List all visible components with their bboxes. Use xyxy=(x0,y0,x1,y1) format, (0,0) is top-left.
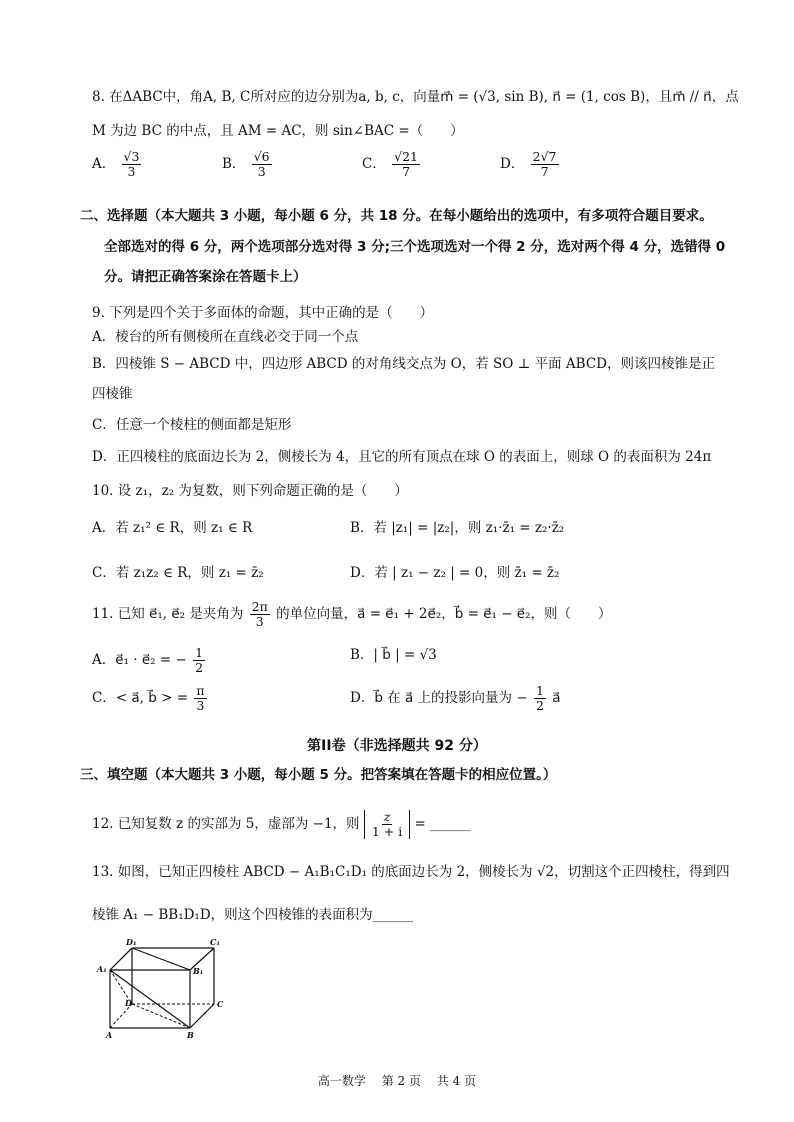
q8-option-b-fraction xyxy=(252,150,272,179)
label-b1: B₁ xyxy=(193,966,204,976)
q8-option-d-den: 7 xyxy=(540,164,549,179)
q11-stem-pre: 11. 已知 e⃗₁, e⃗₂ 是夹角为 xyxy=(92,606,244,622)
edge-a1-b xyxy=(110,970,190,1028)
prism-figure xyxy=(96,936,246,1040)
q10-option-c: C．若 z₁z₂ ∈ R，则 z₁ = z̄₂ xyxy=(92,565,264,581)
q11-stem xyxy=(92,600,612,629)
label-b: B xyxy=(187,1030,194,1040)
label-d: D xyxy=(125,998,132,1008)
q9-stem: 9. 下列是四个关于多面体的命题，其中正确的是（ ） xyxy=(92,305,434,321)
section2-line3: 分。请把正确答案涂在答题卡上） xyxy=(104,269,307,285)
part2-title: 第II卷（非选择题共 92 分） xyxy=(307,738,487,754)
q8-option-a-den: 3 xyxy=(127,164,136,179)
q11-option-a-pre: A．e⃗₁ · e⃗₂ = − xyxy=(92,652,187,668)
q11-stem-den: 3 xyxy=(255,614,264,629)
edge-b-c xyxy=(190,1004,214,1028)
q8-option-a-num: √3 xyxy=(123,149,140,164)
q11-option-b: B．| b⃗ | = √3 xyxy=(350,647,437,663)
q8-option-d-fraction xyxy=(531,150,559,179)
q8-option-a-label: A． xyxy=(92,156,116,172)
q9-option-b-line2: 四棱锥 xyxy=(92,386,133,402)
q8-option-b-label: B． xyxy=(222,156,246,172)
q8-option-d xyxy=(500,150,561,179)
q8-option-d-label: D． xyxy=(500,156,525,172)
q12 xyxy=(92,810,471,839)
q11-option-a-num: 1 xyxy=(195,645,204,660)
q11-option-d-den: 2 xyxy=(535,698,544,713)
q12-den: 1 + i xyxy=(371,824,403,839)
q12-pre: 12. 已知复数 z 的实部为 5，虚部为 −1，则 xyxy=(92,816,360,832)
section2-line2: 全部选对的得 6 分，两个选项部分选对得 3 分;三个选项选对一个得 2 分，选对两个得 4 分，选错得 0 xyxy=(104,239,726,255)
q8-option-a xyxy=(92,150,143,179)
q12-post: = ______ xyxy=(414,816,471,832)
q8-option-b-num: √6 xyxy=(253,149,270,164)
q11-option-a xyxy=(92,646,207,675)
q8-option-c-label: C． xyxy=(362,156,386,172)
edge-a1-d1 xyxy=(110,948,132,970)
q8-option-c-den: 7 xyxy=(402,164,411,179)
label-d1: D₁ xyxy=(126,937,137,947)
q10-option-a: A．若 z₁² ∈ R，则 z₁ ∈ R xyxy=(92,520,253,536)
q8-option-a-fraction xyxy=(122,150,142,179)
section3-heading: 三、填空题（本大题共 3 小题，每小题 5 分。把答案填在答题卡的相应位置。） xyxy=(80,767,557,783)
q11-stem-fraction xyxy=(250,600,270,629)
q12-fraction xyxy=(370,810,404,839)
q9-option-d: D．正四棱柱的底面边长为 2，侧棱长为 4，且它的所有顶点在球 O 的表面上，则球 O 的表面积为 24π xyxy=(92,449,712,465)
q11-stem-num: 2π xyxy=(251,599,268,614)
q11-option-d-fraction xyxy=(534,684,546,713)
q8-line1: 8. 在ΔABC中，角A, B, C所对应的边分别为a, b, c，向量m⃗ = (√3, sin B), n⃗ = (1, cos B)，且m⃗ // n⃗，点 xyxy=(92,89,739,105)
q10-stem: 10. 设 z₁，z₂ 为复数，则下列命题正确的是（ ） xyxy=(92,483,408,499)
label-c: C xyxy=(217,999,224,1009)
edge-d1-b1 xyxy=(132,948,190,970)
q11-option-d-pre: D．b⃗ 在 a⃗ 上的投影向量为 − xyxy=(350,690,528,706)
q10-option-b: B．若 |z₁| = |z₂|，则 z₁·z̄₁ = z₂·z̄₂ xyxy=(350,520,565,536)
q9-option-b-line1: B．四棱锥 S − ABCD 中，四边形 ABCD 的对角线交点为 O，若 SO ⊥ 平面 ABCD，则该四棱锥是正 xyxy=(92,356,715,372)
q8-option-c xyxy=(362,150,422,179)
q8-option-b xyxy=(222,150,274,179)
label-a1: A₁ xyxy=(97,964,107,974)
page-footer: 高一数学 第 2 页 共 4 页 xyxy=(317,1074,477,1088)
q8-line2: M 为边 BC 的中点，且 AM = AC，则 sin∠BAC =（ ） xyxy=(92,123,464,139)
q11-option-a-fraction xyxy=(193,646,205,675)
label-c1: C₁ xyxy=(210,937,220,947)
q8-option-d-num: 2√7 xyxy=(532,149,557,164)
q11-option-a-den: 2 xyxy=(195,660,204,675)
q12-abs xyxy=(364,810,410,839)
q11-option-d-post: a⃗ xyxy=(552,690,561,706)
q11-option-c-den: 3 xyxy=(196,698,205,713)
q8-option-c-num: √21 xyxy=(394,149,419,164)
q11-option-c xyxy=(92,684,209,713)
q8-option-b-den: 3 xyxy=(257,164,266,179)
q13-line1: 13. 如图，已知正四棱柱 ABCD − A₁B₁C₁D₁ 的底面边长为 2，侧棱长为 √2，切割这个正四棱柱，得到四 xyxy=(92,864,730,880)
q11-option-c-pre: C．< a⃗, b⃗ > = xyxy=(92,690,189,706)
q11-option-d xyxy=(350,684,560,713)
q9-option-c: C．任意一个棱柱的侧面都是矩形 xyxy=(92,417,292,433)
label-a: A xyxy=(106,1030,113,1040)
q11-stem-post: 的单位向量，a⃗ = e⃗₁ + 2e⃗₂，b⃗ = e⃗₁ − e⃗₂，则（ ） xyxy=(276,606,612,622)
section2-line1: 二、选择题（本大题共 3 小题，每小题 6 分，共 18 分。在每小题给出的选项中，有多项符合题目要求。 xyxy=(80,208,713,224)
q11-option-c-fraction xyxy=(194,684,206,713)
q8-option-c-fraction xyxy=(392,150,420,179)
q10-option-d: D．若 | z₁ − z₂ | = 0，则 z̄₁ = z̄₂ xyxy=(350,565,560,581)
q9-option-a: A．棱台的所有侧棱所在直线必交于同一个点 xyxy=(92,329,359,345)
q13-line2: 棱锥 A₁ − BB₁D₁D，则这个四棱锥的表面积为______ xyxy=(92,907,414,923)
q11-option-d-num: 1 xyxy=(535,683,544,698)
q11-option-c-num: π xyxy=(196,683,205,698)
q12-num: z xyxy=(383,809,391,824)
